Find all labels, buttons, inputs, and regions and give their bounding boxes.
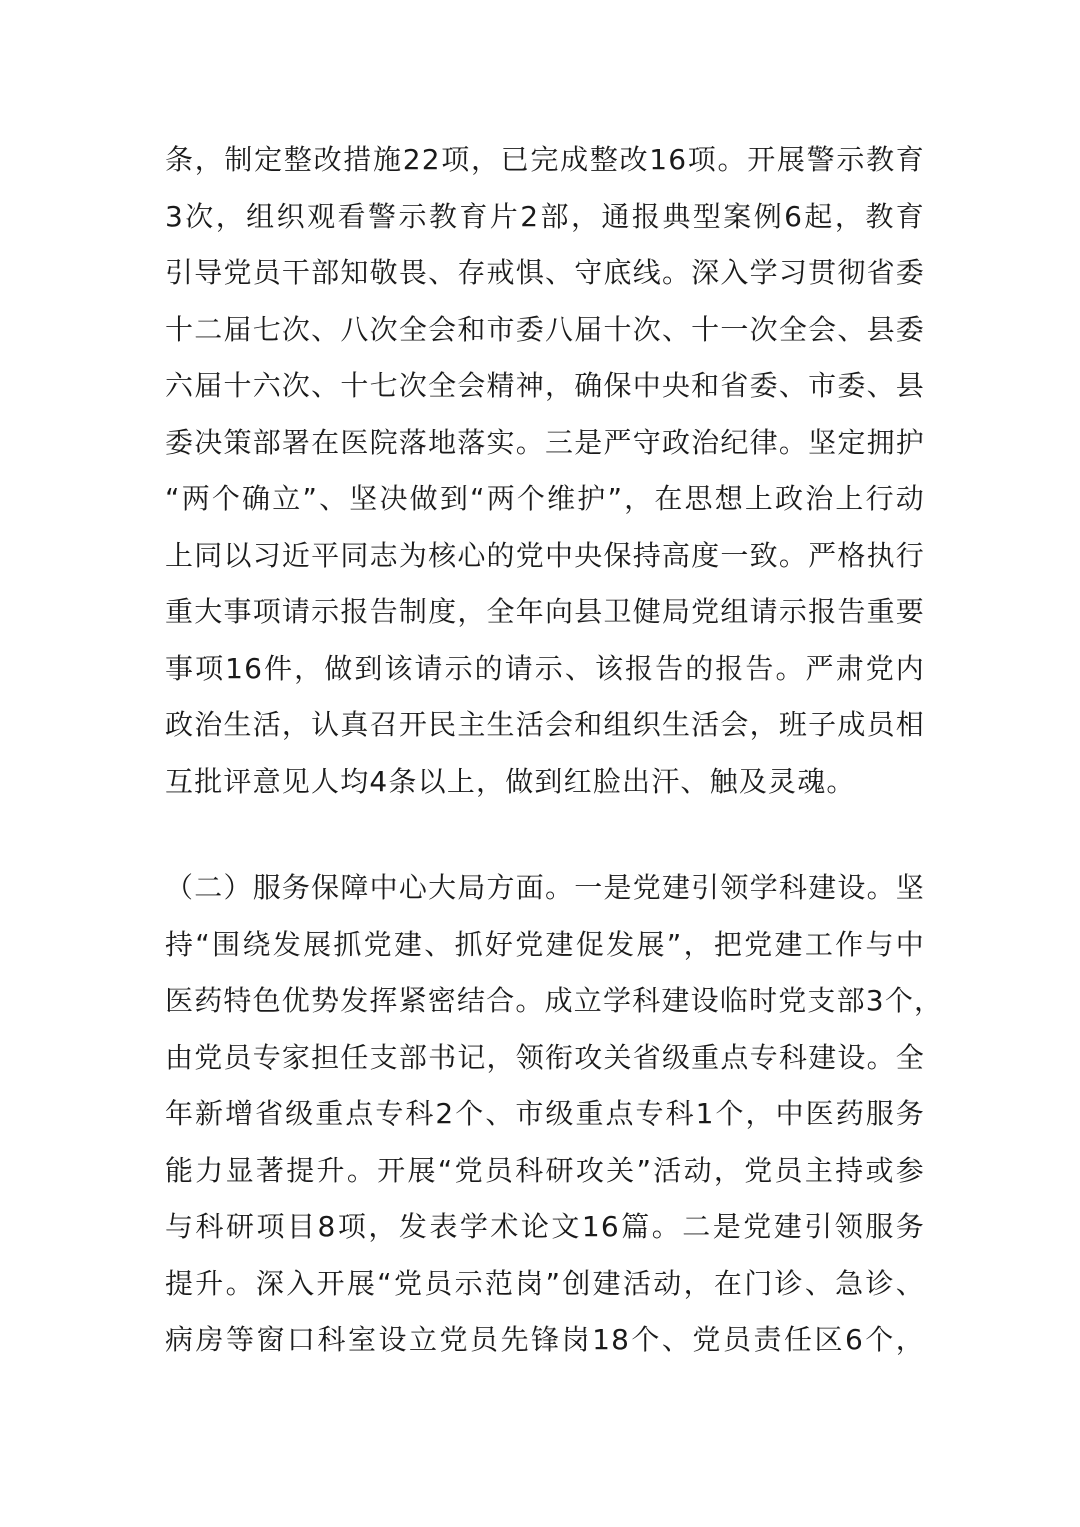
text-line: 3次，组织观看警示教育片2部，通报典型案例6起，教育 bbox=[165, 199, 925, 233]
text-line-last: 互批评意见人均4条以上，做到红脸出汗、触及灵魂。 bbox=[165, 764, 856, 798]
text-line: 委决策部署在医院落地落实。三是严守政治纪律。坚定拥护 bbox=[165, 425, 925, 459]
text-line: 持“围绕发展抓党建、抓好党建促发展”，把党建工作与中 bbox=[165, 927, 925, 961]
text-line: 重大事项请示报告制度，全年向县卫健局党组请示报告重要 bbox=[165, 595, 925, 628]
text-line: 提升。深入开展“党员示范岗”创建活动，在门诊、急诊、 bbox=[165, 1266, 925, 1300]
text-line: 政治生活，认真召开民主生活会和组织生活会，班子成员相 bbox=[165, 708, 925, 741]
text-line: 十二届七次、八次全会和市委八届十次、十一次全会、县委 bbox=[165, 312, 925, 346]
text-line: 事项16件，做到该请示的请示、该报告的报告。严肃党内 bbox=[165, 651, 925, 685]
text-line: “两个确立”、坚决做到“两个维护”，在思想上政治上行动 bbox=[165, 482, 925, 515]
text-line: 由党员专家担任支部书记，领衔攻关省级重点专科建设。全 bbox=[165, 1040, 925, 1074]
text-line: 能力显著提升。开展“党员科研攻关”活动，党员主持或参 bbox=[165, 1153, 925, 1187]
text-line: 引导党员干部知敬畏、存戒惧、守底线。深入学习贯彻省委 bbox=[165, 256, 925, 289]
text-line: 六届十六次、十七次全会精神，确保中央和省委、市委、县 bbox=[165, 369, 925, 402]
text-line: 条，制定整改措施22项，已完成整改16项。开展警示教育 bbox=[165, 143, 925, 176]
section-heading-line: （二）服务保障中心大局方面。一是党建引领学科建设。坚 bbox=[165, 871, 925, 904]
text-line: 病房等窗口科室设立党员先锋岗18个、党员责任区6个， bbox=[165, 1323, 925, 1356]
paragraph-discipline bbox=[165, 132, 925, 810]
text-line: 上同以习近平同志为核心的党中央保持高度一致。严格执行 bbox=[165, 538, 925, 572]
text-line: 医药特色优势发挥紧密结合。成立学科建设临时党支部3个， bbox=[165, 984, 944, 1017]
text-line: 与科研项目8项，发表学术论文16篇。二是党建引领服务 bbox=[165, 1210, 925, 1243]
text-line: 年新增省级重点专科2个、市级重点专科1个，中医药服务 bbox=[165, 1097, 925, 1130]
paragraph-service-support bbox=[165, 860, 944, 1369]
